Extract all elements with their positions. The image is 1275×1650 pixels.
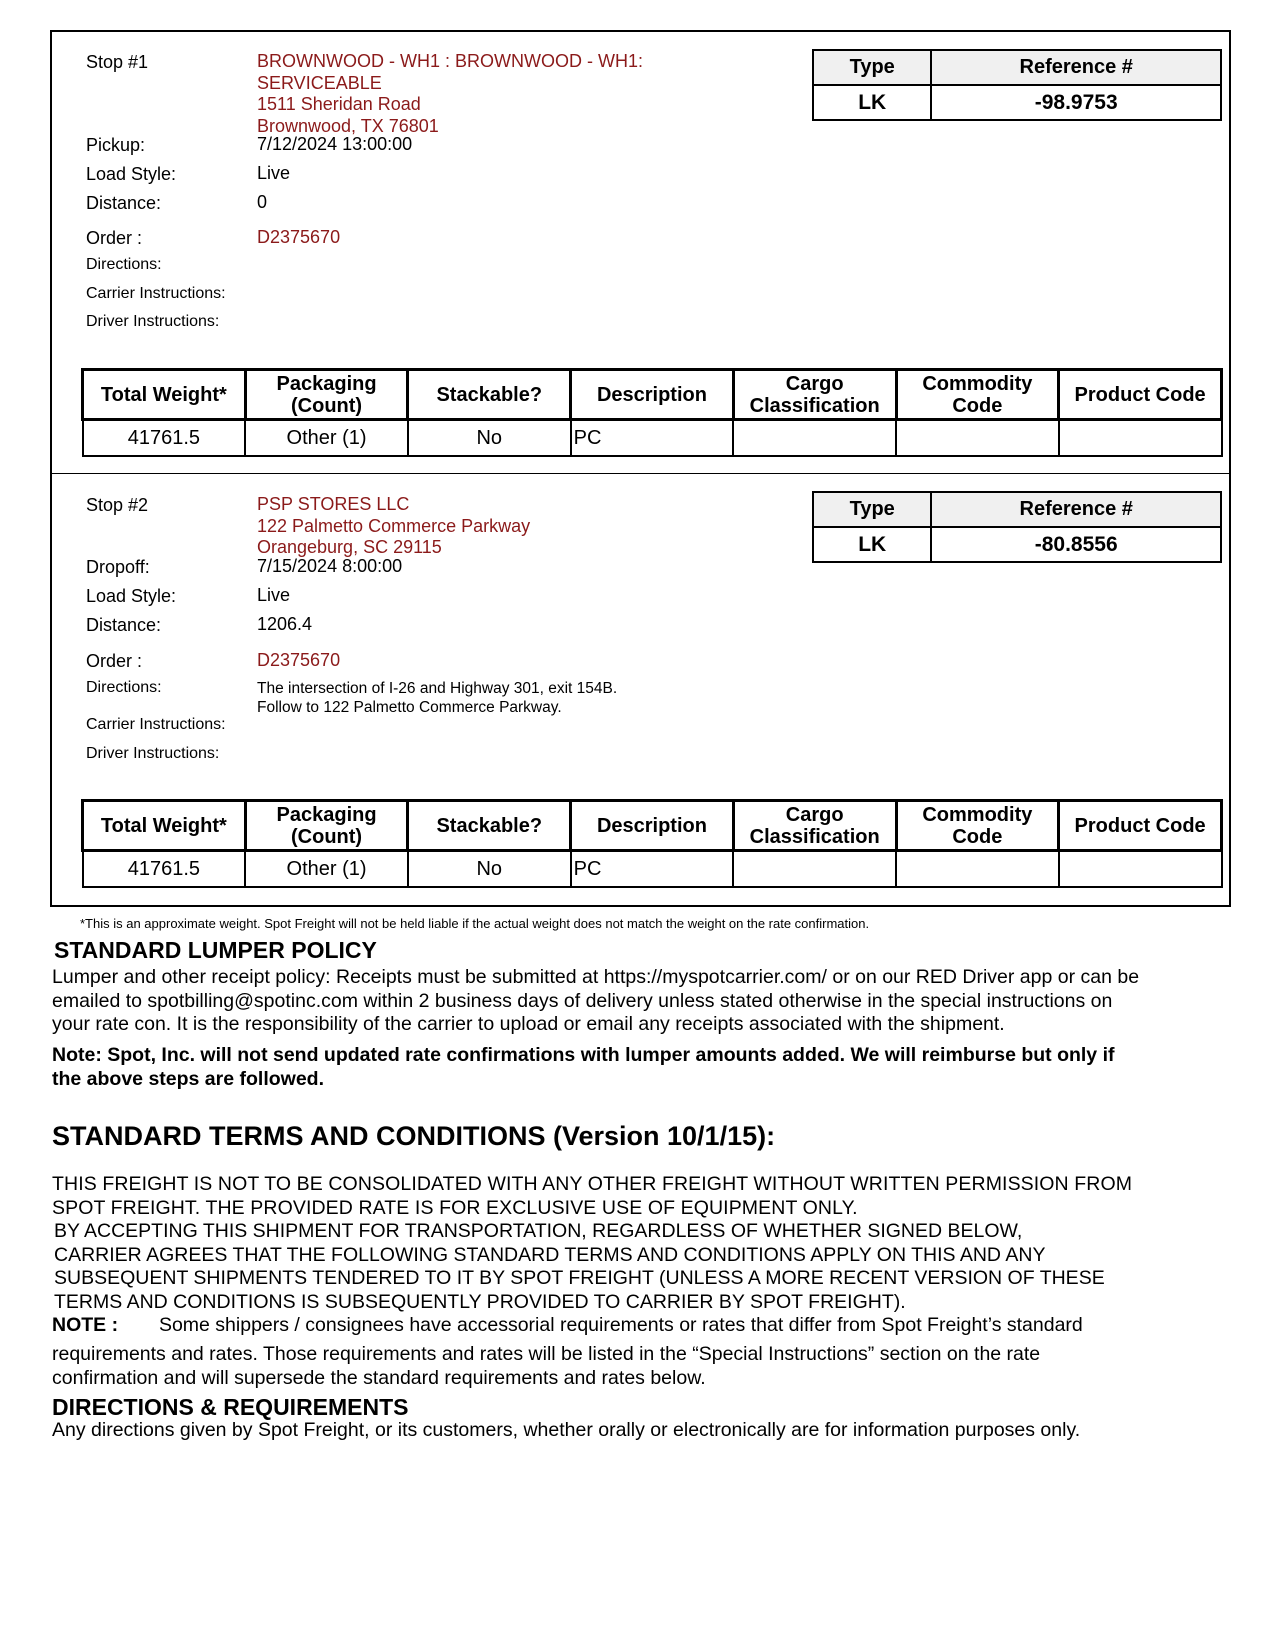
- cargo-cell-product-code: [1059, 420, 1222, 457]
- directions-requirements-heading: DIRECTIONS & REQUIREMENTS: [52, 1394, 409, 1420]
- lumper-policy-text: [52, 966, 1232, 1037]
- location-line: 1511 Sheridan Road: [257, 94, 421, 114]
- location-line: 122 Palmetto Commerce Parkway: [257, 515, 531, 536]
- cargo-header: Commodity Code: [896, 370, 1059, 420]
- note-first-line: Some shippers / consignees have accessorial requirements or rates that differ from Spot Freight’s standard: [158, 1314, 1083, 1336]
- terms-paragraph-1: [52, 1173, 1232, 1220]
- distance-value: 1206.4: [257, 614, 313, 634]
- cargo-header: Description: [571, 801, 734, 851]
- location-line: SERVICEABLE: [257, 72, 382, 93]
- location-line: PSP STORES LLC: [257, 494, 410, 514]
- load-style-value: Live: [257, 163, 291, 183]
- distance-label: Distance:: [86, 193, 162, 213]
- load-style-label: Load Style:: [86, 586, 177, 606]
- stop-label: Stop #1: [86, 52, 149, 72]
- distance-value: 0: [257, 192, 268, 212]
- cargo-header: Total Weight*: [83, 801, 246, 851]
- terms-paragraph-2: [54, 1220, 1234, 1314]
- terms-heading: STANDARD TERMS AND CONDITIONS (Version 10/1/15):: [52, 1121, 776, 1151]
- terms-note-continued: [52, 1343, 1232, 1390]
- ref-number-value: -98.9753: [931, 85, 1221, 120]
- cargo-header: Packaging (Count): [245, 370, 408, 420]
- cargo-header: Commodity Code: [896, 801, 1059, 851]
- cargo-cell-description: PC: [571, 420, 734, 457]
- location-line: Orangeburg, SC 29115: [257, 537, 442, 557]
- ref-type-value: LK: [813, 85, 931, 120]
- order-value: D2375670: [257, 650, 341, 670]
- ref-number-header: Reference #: [931, 50, 1221, 85]
- ref-type-value: LK: [813, 527, 931, 562]
- paragraph-line: emailed to spotbilling@spotinc.com within 2 business days of delivery unless stated otherwise in the special instructions on: [52, 989, 1113, 1012]
- cargo-cell-product-code: [1059, 851, 1222, 888]
- paragraph-line: Note: Spot, Inc. will not send updated rate confirmations with lumper amounts added. We will reimburse but only if: [52, 1044, 1115, 1066]
- cargo-header: Packaging (Count): [245, 801, 408, 851]
- event-value: 7/12/2024 13:00:00: [257, 134, 413, 154]
- stop-2-section: [50, 474, 1231, 907]
- carrier-instructions-label: Carrier Instructions:: [86, 716, 226, 733]
- paragraph-line: CARRIER AGREES THAT THE FOLLOWING STANDARD TERMS AND CONDITIONS APPLY ON THIS AND ANY: [54, 1243, 1046, 1266]
- cargo-cell-commodity: [896, 420, 1059, 457]
- paragraph-line: BY ACCEPTING THIS SHIPMENT FOR TRANSPORTATION, REGARDLESS OF WHETHER SIGNED BELOW,: [54, 1220, 1023, 1242]
- directions-text: [257, 679, 617, 717]
- directions-label: Directions:: [86, 679, 162, 696]
- paragraph-line: confirmation and will supersede the standard requirements and rates below.: [52, 1366, 706, 1389]
- location-line: BROWNWOOD - WH1 : BROWNWOOD - WH1:: [257, 51, 643, 71]
- directions-requirements-text: Any directions given by Spot Freight, or its customers, whether orally or electronically are for information purposes only.: [52, 1419, 1081, 1441]
- cargo-header: Description: [571, 370, 734, 420]
- lumper-policy-heading: STANDARD LUMPER POLICY: [54, 937, 377, 963]
- ref-type-header: Type: [813, 492, 931, 527]
- cargo-header: Total Weight*: [83, 370, 246, 420]
- cargo-table: [81, 799, 1223, 888]
- reference-table: [812, 49, 1222, 121]
- cargo-cell-commodity: [896, 851, 1059, 888]
- load-style-value: Live: [257, 585, 291, 605]
- paragraph-line: SUBSEQUENT SHIPMENTS TENDERED TO IT BY SPOT FREIGHT (UNLESS A MORE RECENT VERSION OF THESE: [54, 1267, 1105, 1289]
- cargo-header: Product Code: [1059, 801, 1222, 851]
- location-line: Brownwood, TX 76801: [257, 115, 439, 136]
- ref-type-header: Type: [813, 50, 931, 85]
- cargo-cell-weight: 41761.5: [83, 420, 246, 457]
- event-value: 7/15/2024 8:00:00: [257, 556, 403, 576]
- cargo-cell-description: PC: [571, 851, 734, 888]
- cargo-header: Cargo Classification: [733, 801, 896, 851]
- cargo-cell-stackable: No: [408, 851, 571, 888]
- ref-number-value: -80.8556: [931, 527, 1221, 562]
- event-label: Dropoff:: [86, 557, 150, 577]
- stop-label: Stop #2: [86, 495, 149, 515]
- directions-label: Directions:: [86, 256, 162, 273]
- directions-line: The intersection of I-26 and Highway 301, exit 154B.: [257, 680, 618, 697]
- cargo-cell-packaging: Other (1): [245, 420, 408, 457]
- cargo-cell-packaging: Other (1): [245, 851, 408, 888]
- paragraph-line: SPOT FREIGHT. THE PROVIDED RATE IS FOR EXCLUSIVE USE OF EQUIPMENT ONLY.: [52, 1196, 858, 1219]
- carrier-instructions-label: Carrier Instructions:: [86, 285, 226, 302]
- paragraph-line: requirements and rates. Those requirements and rates will be listed in the “Special Instructions” section on the rate: [52, 1343, 1041, 1365]
- order-label: Order :: [86, 228, 143, 248]
- cargo-header: Product Code: [1059, 370, 1222, 420]
- directions-line: Follow to 122 Palmetto Commerce Parkway.: [257, 699, 562, 716]
- stop-1-section: [50, 30, 1231, 474]
- order-value: D2375670: [257, 227, 341, 247]
- driver-instructions-label: Driver Instructions:: [86, 745, 220, 762]
- driver-instructions-label: Driver Instructions:: [86, 313, 220, 330]
- note-label: NOTE :: [52, 1314, 119, 1336]
- cargo-header: Stackable?: [408, 370, 571, 420]
- cargo-header: Stackable?: [408, 801, 571, 851]
- cargo-cell-weight: 41761.5: [83, 851, 246, 888]
- order-label: Order :: [86, 651, 143, 671]
- cargo-header: Cargo Classification: [733, 370, 896, 420]
- stop-location: [257, 494, 530, 559]
- event-label: Pickup:: [86, 135, 146, 155]
- cargo-cell-classification: [733, 851, 896, 888]
- paragraph-line: TERMS AND CONDITIONS IS SUBSEQUENTLY PROVIDED TO CARRIER BY SPOT FREIGHT).: [54, 1290, 906, 1313]
- weight-disclaimer: *This is an approximate weight. Spot Freight will not be held liable if the actual weight does not match the weight on the rate confirmation.: [80, 916, 870, 931]
- lumper-policy-note: [52, 1044, 1232, 1091]
- terms-note: [52, 1314, 1232, 1338]
- reference-table: [812, 491, 1222, 563]
- paragraph-line: THIS FREIGHT IS NOT TO BE CONSOLIDATED WITH ANY OTHER FREIGHT WITHOUT WRITTEN PERMISSION FROM: [52, 1173, 1133, 1195]
- distance-label: Distance:: [86, 615, 162, 635]
- load-style-label: Load Style:: [86, 164, 177, 184]
- cargo-cell-classification: [733, 420, 896, 457]
- paragraph-line: Lumper and other receipt policy: Receipts must be submitted at https://myspotcarrier.com/ or on our RED Driver app or can be: [52, 966, 1140, 988]
- paragraph-line: your rate con. It is the responsibility of the carrier to upload or email any receipts associated with the shipment.: [52, 1013, 1005, 1035]
- stop-location: [257, 51, 643, 137]
- paragraph-line: the above steps are followed.: [52, 1067, 324, 1090]
- cargo-cell-stackable: No: [408, 420, 571, 457]
- ref-number-header: Reference #: [931, 492, 1221, 527]
- cargo-table: [81, 368, 1223, 457]
